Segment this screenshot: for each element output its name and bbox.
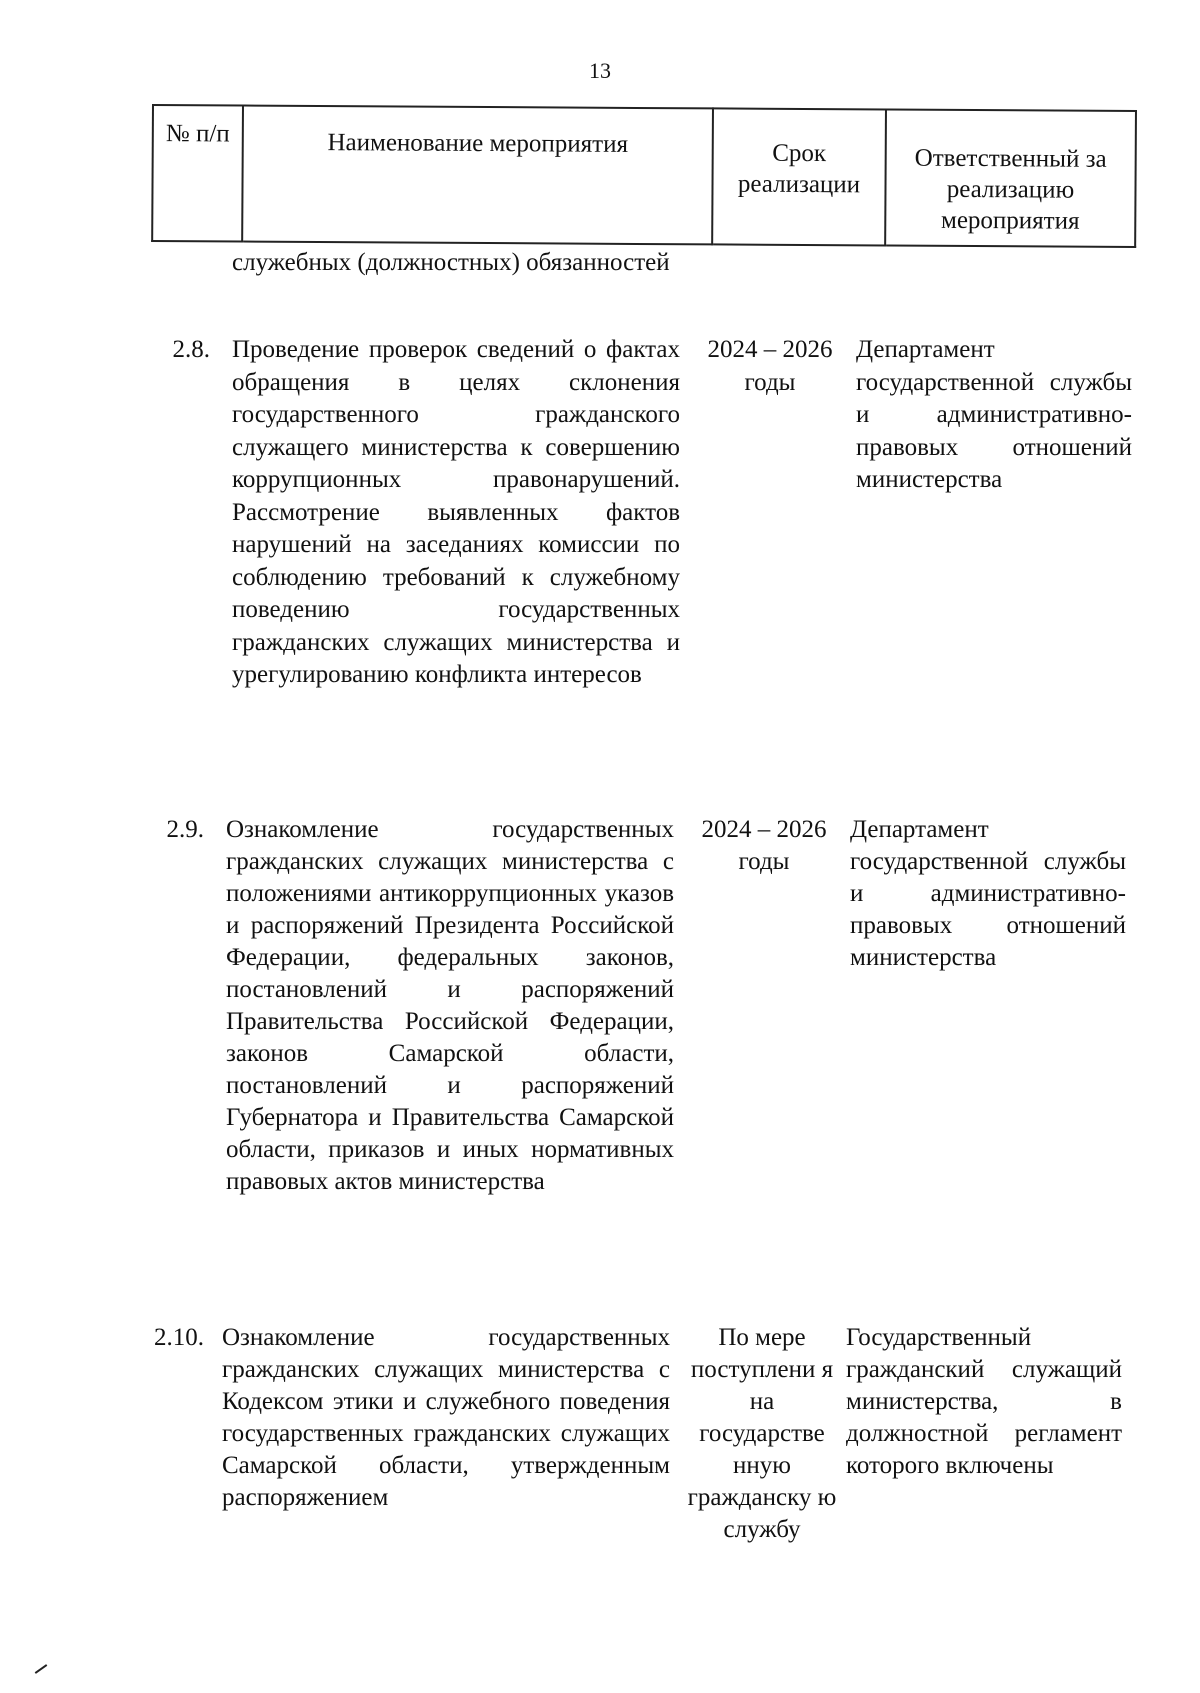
row-activity-name: Ознакомление государственных гражданских служащих министерства с положениями антикоррупционных указов и распоряжений Президента Российской Федерации, федеральных законов, постановлений и распоряжений Правительства Российской Федерации, законов Самарской области, постановлений и распоряжений Губернатора и Правительства Самарской области, приказов и иных нормативных правовых актов министерства xyxy=(226,816,674,1195)
continuation-text: служебных (должностных) обязанностей xyxy=(232,249,670,276)
pen-mark xyxy=(35,1664,48,1674)
row-term: 2024 – 2026 годы xyxy=(701,816,827,875)
row-number: 2.9. xyxy=(166,816,204,843)
row-number: 2.10. xyxy=(154,1324,204,1351)
row-responsible: Департамент государственной службы и административно-правовых отношений министерства xyxy=(856,336,1132,493)
header-number: № п/п xyxy=(152,105,243,242)
row-activity-name: Проведение проверок сведений о фактах обращения в целях склонения государственного гражданского служащего министерства к совершению коррупционных правонарушений. Рассмотрение выявленных фактов нарушений на заседаниях комиссии по соблюдению требований к служебному поведению государственных гражданских служащих министерства и урегулированию конфликта интересов xyxy=(232,336,680,688)
row-term: По мере поступлени я на государстве нную гражданску ю службу xyxy=(687,1324,837,1543)
row-activity-name: Ознакомление государственных гражданских служащих министерства с Кодексом этики и служебного поведения государственных гражданских служащих Самарской области, утвержденным распоряжением xyxy=(222,1324,670,1511)
header-activity-name: Наименование мероприятия xyxy=(242,106,713,245)
row-number: 2.8. xyxy=(172,336,210,363)
page-number: 13 xyxy=(589,58,611,83)
header-responsible: Ответственный за реализацию мероприятия xyxy=(885,109,1136,247)
row-responsible: Департамент государственной службы и административно-правовых отношений министерства xyxy=(850,816,1126,971)
row-term: 2024 – 2026 годы xyxy=(707,336,833,396)
row-responsible: Государственный гражданский служащий министерства, в должностной регламент которого включены xyxy=(846,1324,1122,1479)
header-term: Срок реализации xyxy=(712,108,886,245)
table-header xyxy=(151,104,1137,248)
